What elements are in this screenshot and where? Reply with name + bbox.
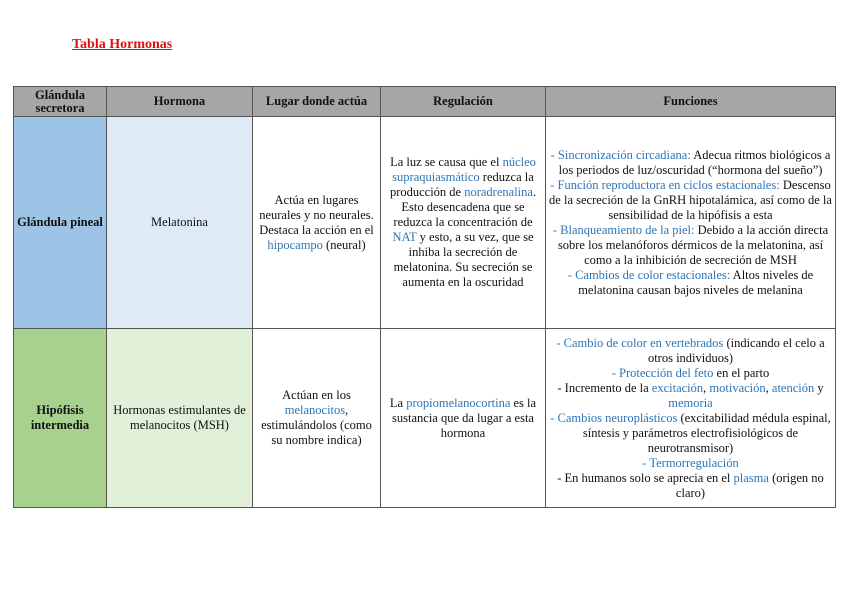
function-item [549, 366, 832, 381]
page-title: Tabla Hormonas [72, 37, 173, 52]
text-segment: Altos niveles de melatonina causan bajos niveles de melanina [578, 267, 814, 297]
table-row [14, 117, 836, 329]
table-row [14, 329, 836, 508]
header-cell-place: Lugar donde actúa [253, 87, 381, 117]
text-segment: - Incremento de la [557, 380, 652, 395]
function-item [549, 148, 832, 178]
text-segment: - En humanos solo se aprecia en el [557, 470, 734, 485]
highlighted-term: - Cambio de color en vertebrados [556, 335, 724, 350]
text-segment: . Esto desencadena que se reduzca la concentración de [393, 185, 537, 229]
hormone-cell: Hormonas estimulantes de melanocitos (MSH) [107, 329, 253, 508]
highlighted-term: - Función reproductora en ciclos estacionales: [550, 177, 780, 192]
header-cell-functions: Funciones [546, 87, 836, 117]
regulation-cell [381, 117, 546, 329]
highlighted-term: melanocitos [284, 403, 346, 417]
text-segment: en el parto [713, 365, 770, 380]
highlighted-term: propiomelanocortina [406, 395, 511, 410]
highlighted-term: - Blanqueamiento de la piel: [552, 222, 695, 237]
highlighted-term: plasma [733, 470, 769, 485]
highlighted-term: memoria [668, 395, 713, 410]
text-segment: La luz se causa que el [390, 155, 503, 169]
text-segment: y esto, a su vez, que se inhiba la secreción de melatonina. Su secreción se aumenta en la oscuridad [393, 230, 534, 289]
place-cell [253, 329, 381, 508]
text-segment: , [765, 380, 772, 395]
function-item [549, 178, 832, 223]
header-cell-gland: Glándula secretora [14, 87, 107, 117]
function-item [549, 268, 832, 298]
text-segment: Descenso de la secreción de la GnRH hipotalámica, así como de la sensibilidad de la hipófisis a esta [549, 177, 832, 222]
text-segment: (excitabilidad médula espinal, síntesis y parámetros electrofisiológicos de neurotransmisor) [582, 410, 831, 455]
header-cell-hormone: Hormona [107, 87, 253, 117]
highlighted-term: NAT [392, 230, 417, 244]
text-segment: Actúa en lugares neurales y no neurales. Destaca la acción en el [259, 192, 374, 237]
text-segment: Actúan en los [282, 388, 351, 402]
highlighted-term: atención [771, 380, 815, 395]
text-segment: Debido a la acción directa sobre los melanóforos dérmicos de la melatonina, así como a la inhibición de secreción de MSH [557, 222, 829, 267]
gland-cell: Hipófisis intermedia [14, 329, 107, 508]
header-row [14, 87, 836, 117]
gland-cell: Glándula pineal [14, 117, 107, 329]
highlighted-term: excitación [651, 380, 704, 395]
place-cell [253, 117, 381, 329]
highlighted-term: - Sincronización circadiana: [550, 147, 691, 162]
function-item [549, 336, 832, 366]
text-segment: y [814, 380, 824, 395]
highlighted-term: - Termorregulación [642, 455, 739, 470]
highlighted-term: núcleo supraquiasmático [392, 155, 536, 184]
highlighted-term: - Protección del feto [611, 365, 714, 380]
highlighted-term: - Cambios neuroplásticos [550, 410, 678, 425]
text-segment: , estimulándolos (como su nombre indica) [261, 403, 372, 447]
highlighted-term: - Cambios de color estacionales: [567, 267, 731, 282]
text-segment: reduzca la producción de [389, 170, 534, 199]
text-segment: , [703, 380, 710, 395]
function-item [549, 223, 832, 268]
text-segment: (indicando el celo a otros individuos) [647, 335, 825, 365]
text-segment: (origen no claro) [675, 470, 824, 500]
header-cell-regulation: Regulación [381, 87, 546, 117]
function-item [549, 411, 832, 456]
function-item [549, 456, 832, 471]
functions-cell [546, 329, 836, 508]
text-segment: La [389, 395, 407, 410]
function-item [549, 471, 832, 501]
functions-cell [546, 117, 836, 329]
hormone-cell: Melatonina [107, 117, 253, 329]
highlighted-term: hipocampo [267, 237, 323, 252]
text-segment: Adecua ritmos biológicos a los periodos de luz/oscuridad (“hormona del sueño”) [558, 147, 831, 177]
hormones-table [13, 86, 836, 508]
function-item [549, 381, 832, 411]
text-segment: es la sustancia que da lugar a esta hormona [392, 395, 537, 440]
highlighted-term: motivación [709, 380, 766, 395]
regulation-cell [381, 329, 546, 508]
highlighted-term: noradrenalina [464, 185, 533, 199]
text-segment: (neural) [322, 237, 366, 252]
